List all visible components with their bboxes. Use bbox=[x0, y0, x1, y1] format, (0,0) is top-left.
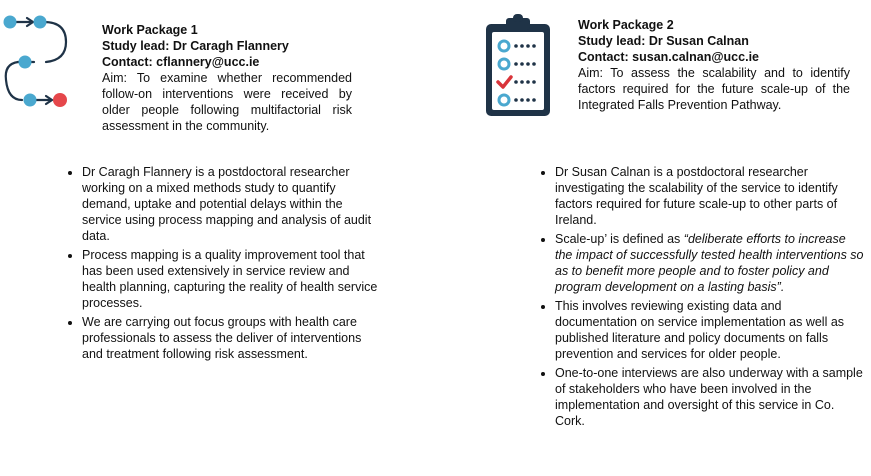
wp2-contact: Contact: susan.calnan@ucc.ie bbox=[578, 50, 759, 64]
wp2-bullet: • This involves reviewing existing data and documentation on service implementation as well as published literature and policy documents on falls prevention and services for older people. bbox=[555, 298, 865, 362]
checklist-icon bbox=[484, 14, 552, 118]
wp2-header bbox=[578, 17, 850, 113]
wp1-header bbox=[102, 22, 352, 134]
wp1-aim: Aim: To examine whether recommended follow-on interventions were received by older people following multifactorial risk assessment in the community. bbox=[102, 71, 352, 133]
wp1-contact: Contact: cflannery@ucc.ie bbox=[102, 55, 260, 69]
wp1-title: Work Package 1 bbox=[102, 23, 198, 37]
wp2-bullet-list bbox=[537, 164, 865, 432]
wp2-bullet: • Dr Susan Calnan is a postdoctoral researcher investigating the scalability of the service to identify factors required for future scale-up to other parts of Ireland. bbox=[555, 164, 865, 228]
wp1-bullet: • We are carrying out focus groups with health care professionals to assess the deliver of interventions and treatment following risk assessment. bbox=[82, 314, 382, 362]
wp2-bullet: • One-to-one interviews are also underway with a sample of stakeholders who have been involved in the implementation and oversight of this service in Co. Cork. bbox=[555, 365, 865, 429]
wp2-bullet-prefix: Scale-up’ is defined as bbox=[555, 232, 684, 246]
wp1-bullet: • Dr Caragh Flannery is a postdoctoral researcher working on a mixed methods study to quantify demand, uptake and potential delays within the service using process mapping and analysis of audit data. bbox=[82, 164, 382, 244]
wp1-study-lead: Study lead: Dr Caragh Flannery bbox=[102, 39, 289, 53]
wp2-study-lead: Study lead: Dr Susan Calnan bbox=[578, 34, 749, 48]
wp1-bullet: • Process mapping is a quality improvement tool that has been used extensively in service review and health planning, capturing the reality of health service processes. bbox=[82, 247, 382, 311]
process-map-icon bbox=[0, 8, 72, 118]
wp1-bullet-list bbox=[64, 164, 382, 365]
wp2-title: Work Package 2 bbox=[578, 18, 674, 32]
wp2-scale-up-quote: “deliberate efforts to increase the impact of successfully tested health interventions so as to benefit more people and to foster policy and program development on a lasting basis”. bbox=[555, 232, 864, 294]
wp2-aim: Aim: To assess the scalability and to identify factors required for the future scale-up of the Integrated Falls Prevention Pathway. bbox=[578, 66, 850, 112]
wp2-bullet-scale-up-definition bbox=[555, 231, 865, 295]
